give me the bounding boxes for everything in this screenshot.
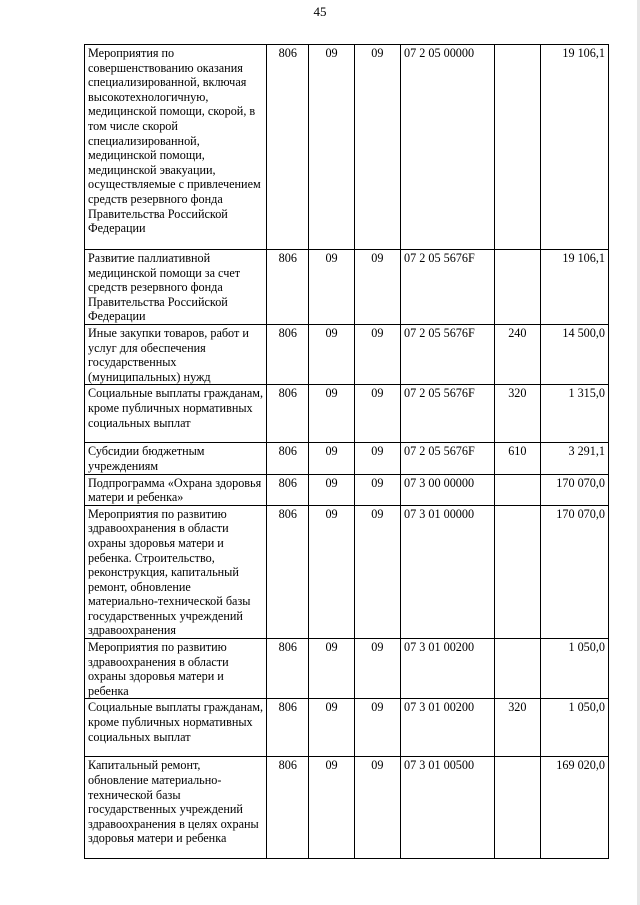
row-subsection-code: 09: [354, 757, 400, 859]
row-target-code: 07 2 05 5676F: [401, 250, 495, 325]
row-target-code: 07 3 01 00000: [401, 505, 495, 638]
row-section-code: 09: [309, 324, 354, 384]
row-target-code: 07 2 05 5676F: [401, 385, 495, 443]
table-row: [85, 443, 609, 474]
row-section-code: 09: [309, 639, 354, 699]
row-target-code: 07 3 00 00000: [401, 474, 495, 505]
table-row: [85, 324, 609, 384]
row-expense-type: [494, 757, 540, 859]
row-expense-type: [494, 250, 540, 325]
row-amount: 170 070,0: [540, 505, 608, 638]
row-admin-code: 806: [267, 505, 309, 638]
row-target-code: 07 2 05 5676F: [401, 443, 495, 474]
row-expense-type: [494, 45, 540, 250]
row-name: Социальные выплаты гражданам, кроме публичных нормативных социальных выплат: [85, 699, 267, 757]
row-expense-type: 240: [494, 324, 540, 384]
row-subsection-code: 09: [354, 505, 400, 638]
row-section-code: 09: [309, 45, 354, 250]
row-section-code: 09: [309, 505, 354, 638]
row-admin-code: 806: [267, 443, 309, 474]
row-expense-type: [494, 474, 540, 505]
row-target-code: 07 2 05 00000: [401, 45, 495, 250]
row-amount: 1 315,0: [540, 385, 608, 443]
row-target-code: 07 2 05 5676F: [401, 324, 495, 384]
row-admin-code: 806: [267, 385, 309, 443]
row-name: Развитие паллиативной медицинской помощи за счет средств резервного фонда Правительства Российской Федерации: [85, 250, 267, 325]
row-section-code: 09: [309, 699, 354, 757]
table-row: [85, 757, 609, 859]
row-name: Мероприятия по развитию здравоохранения в области охраны здоровья матери и ребенка. Строительство, реконструкция, капитальный ремонт, обновление материально-технической базы государственных учреждений здравоохранения: [85, 505, 267, 638]
table-row: [85, 45, 609, 250]
row-amount: 3 291,1: [540, 443, 608, 474]
table-row: [85, 250, 609, 325]
row-name: Иные закупки товаров, работ и услуг для обеспечения государственных (муниципальных) нужд: [85, 324, 267, 384]
row-subsection-code: 09: [354, 385, 400, 443]
row-admin-code: 806: [267, 757, 309, 859]
row-name: Социальные выплаты гражданам, кроме публичных нормативных социальных выплат: [85, 385, 267, 443]
row-name: Капитальный ремонт, обновление материально-технической базы государственных учреждений здравоохранения в целях охраны здоровья матери и ребенка: [85, 757, 267, 859]
row-amount: 170 070,0: [540, 474, 608, 505]
row-section-code: 09: [309, 250, 354, 325]
row-subsection-code: 09: [354, 474, 400, 505]
page-number: 45: [313, 4, 327, 19]
row-section-code: 09: [309, 474, 354, 505]
row-subsection-code: 09: [354, 443, 400, 474]
table-row: [85, 474, 609, 505]
row-section-code: 09: [309, 757, 354, 859]
row-name: Мероприятия по развитию здравоохранения в области охраны здоровья матери и ребенка: [85, 639, 267, 699]
row-amount: 1 050,0: [540, 699, 608, 757]
row-amount: 1 050,0: [540, 639, 608, 699]
row-expense-type: [494, 505, 540, 638]
row-subsection-code: 09: [354, 250, 400, 325]
row-target-code: 07 3 01 00200: [401, 699, 495, 757]
row-name: Мероприятия по совершенствованию оказания специализированной, включая высокотехнологичную, медицинской помощи, скорой, в том числе скорой специализированной, медицинской помощи, медицинской эвакуации, осуществляемые с привлечением средств резервного фонда Правительства Российской Федерации: [85, 45, 267, 250]
row-admin-code: 806: [267, 324, 309, 384]
row-amount: 19 106,1: [540, 250, 608, 325]
row-admin-code: 806: [267, 699, 309, 757]
row-admin-code: 806: [267, 45, 309, 250]
budget-table: [84, 44, 609, 859]
row-target-code: 07 3 01 00200: [401, 639, 495, 699]
table-row: [85, 639, 609, 699]
row-expense-type: [494, 639, 540, 699]
row-amount: 169 020,0: [540, 757, 608, 859]
table-row: [85, 385, 609, 443]
row-section-code: 09: [309, 443, 354, 474]
row-subsection-code: 09: [354, 324, 400, 384]
table-row: [85, 699, 609, 757]
row-subsection-code: 09: [354, 639, 400, 699]
row-expense-type: 320: [494, 385, 540, 443]
table-row: [85, 505, 609, 638]
row-expense-type: 320: [494, 699, 540, 757]
row-name: Субсидии бюджетным учреждениям: [85, 443, 267, 474]
row-name: Подпрограмма «Охрана здоровья матери и ребенка»: [85, 474, 267, 505]
row-section-code: 09: [309, 385, 354, 443]
row-subsection-code: 09: [354, 45, 400, 250]
row-amount: 19 106,1: [540, 45, 608, 250]
row-expense-type: 610: [494, 443, 540, 474]
row-target-code: 07 3 01 00500: [401, 757, 495, 859]
row-subsection-code: 09: [354, 699, 400, 757]
row-amount: 14 500,0: [540, 324, 608, 384]
row-admin-code: 806: [267, 250, 309, 325]
row-admin-code: 806: [267, 639, 309, 699]
row-admin-code: 806: [267, 474, 309, 505]
